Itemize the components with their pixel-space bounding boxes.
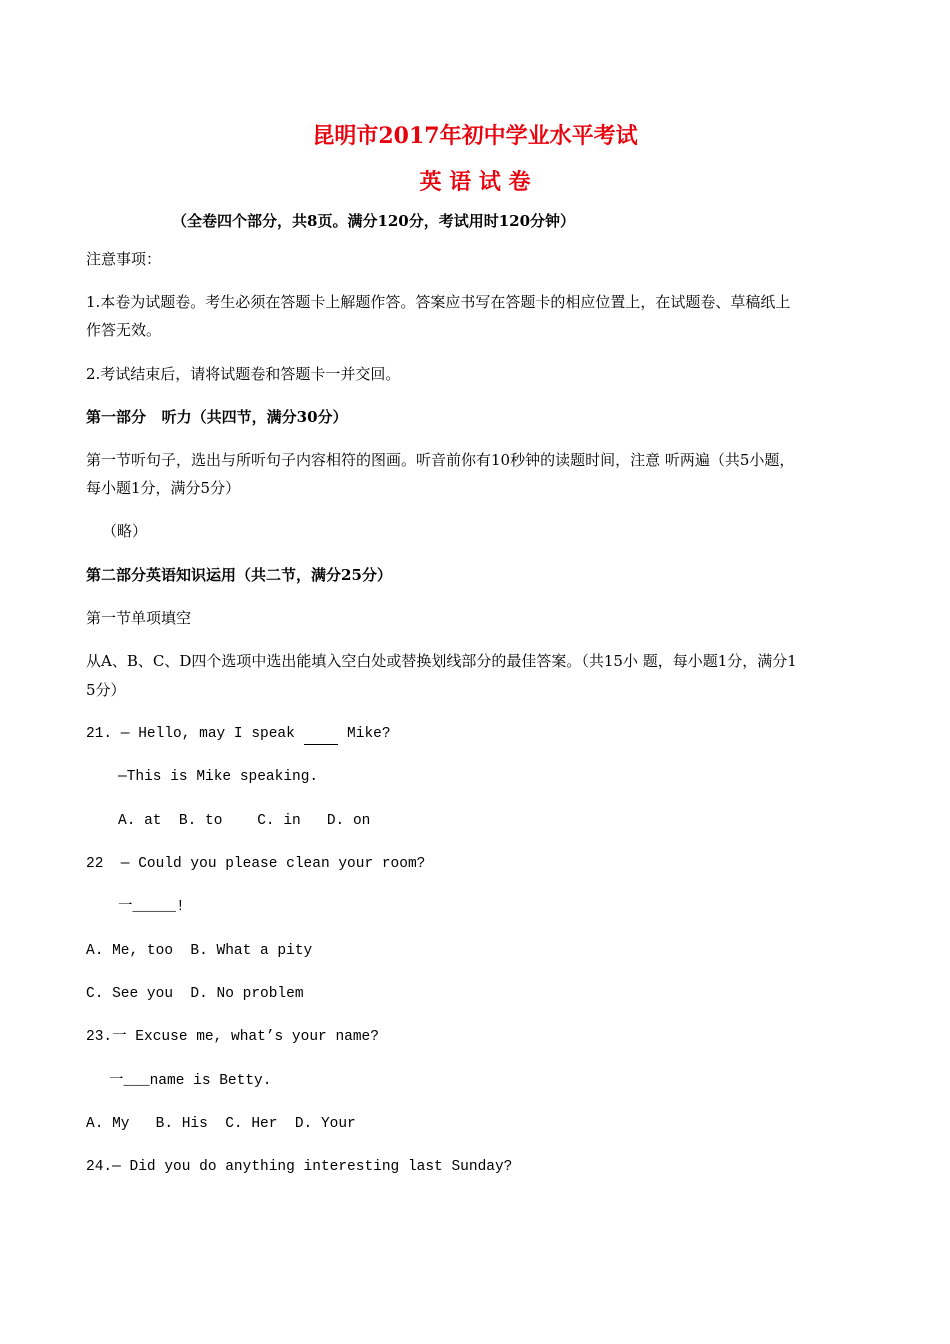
part1-omitted-note: （略）: [102, 522, 148, 540]
question-22-options-ab: A. Me, too B. What a pity: [86, 943, 313, 959]
part1-section1-text: 第一节听句子，选出与所听句子内容相符的图画。听音前你有10秒钟的读题时间，注意 听两遍（共5小题，: [86, 451, 795, 469]
question-22-stem: 22 — Could you please clean your room?: [86, 856, 426, 872]
exam-subtitle: 英 语 试 卷: [419, 169, 531, 195]
question-23-options: A. My B. His C. Her D. Your: [86, 1116, 356, 1132]
question-24-stem: 24.— Did you do anything interesting last Sunday?: [86, 1159, 513, 1175]
notes-heading: 注意事项：: [86, 250, 162, 268]
part1-section1-text-continued: 每小题1分，满分5分）: [86, 479, 241, 497]
question-21-stem: [86, 724, 391, 745]
part2-instructions-continued: 5分）: [86, 681, 126, 699]
question-21-options: A. at B. to C. in D. on: [118, 813, 371, 829]
part2-section1-title: 第一节单项填空: [86, 609, 192, 627]
question-21-reply: —This is Mike speaking.: [118, 769, 319, 785]
note-item-1-continued: 作答无效。: [86, 321, 162, 339]
note-item-1: 1.本卷为试题卷。考生必须在答题卡上解题作答。答案应书写在答题卡的相应位置上，在试题卷、草稿纸上: [86, 293, 791, 311]
question-23-stem: 23.一 Excuse me, what’s your name?: [86, 1029, 379, 1045]
part2-instructions: 从A、B、C、D四个选项中选出能填入空白处或替换划线部分的最佳答案。（共15小 题，每小题1分，满分1: [86, 652, 797, 670]
note-item-2: 2.考试结束后，请将试题卷和答题卡一并交回。: [86, 365, 401, 383]
question-22-options-cd: C. See you D. No problem: [86, 986, 304, 1002]
exam-info: （全卷四个部分，共8页。满分120分，考试用时120分钟）: [172, 212, 576, 230]
exam-title: 昆明市2017年初中学业水平考试: [312, 123, 638, 149]
question-22-reply: 一_____!: [118, 899, 185, 915]
question-23-reply: 一___name is Betty.: [109, 1073, 272, 1089]
part2-heading: 第二部分英语知识运用（共二节，满分25分）: [86, 566, 392, 584]
question-21-stem-start: 21. — Hello, may I speak: [86, 726, 304, 742]
part1-heading: 第一部分 听力（共四节，满分30分）: [86, 408, 348, 426]
question-21-stem-end: Mike?: [338, 726, 391, 742]
question-21-blank: [304, 724, 339, 745]
